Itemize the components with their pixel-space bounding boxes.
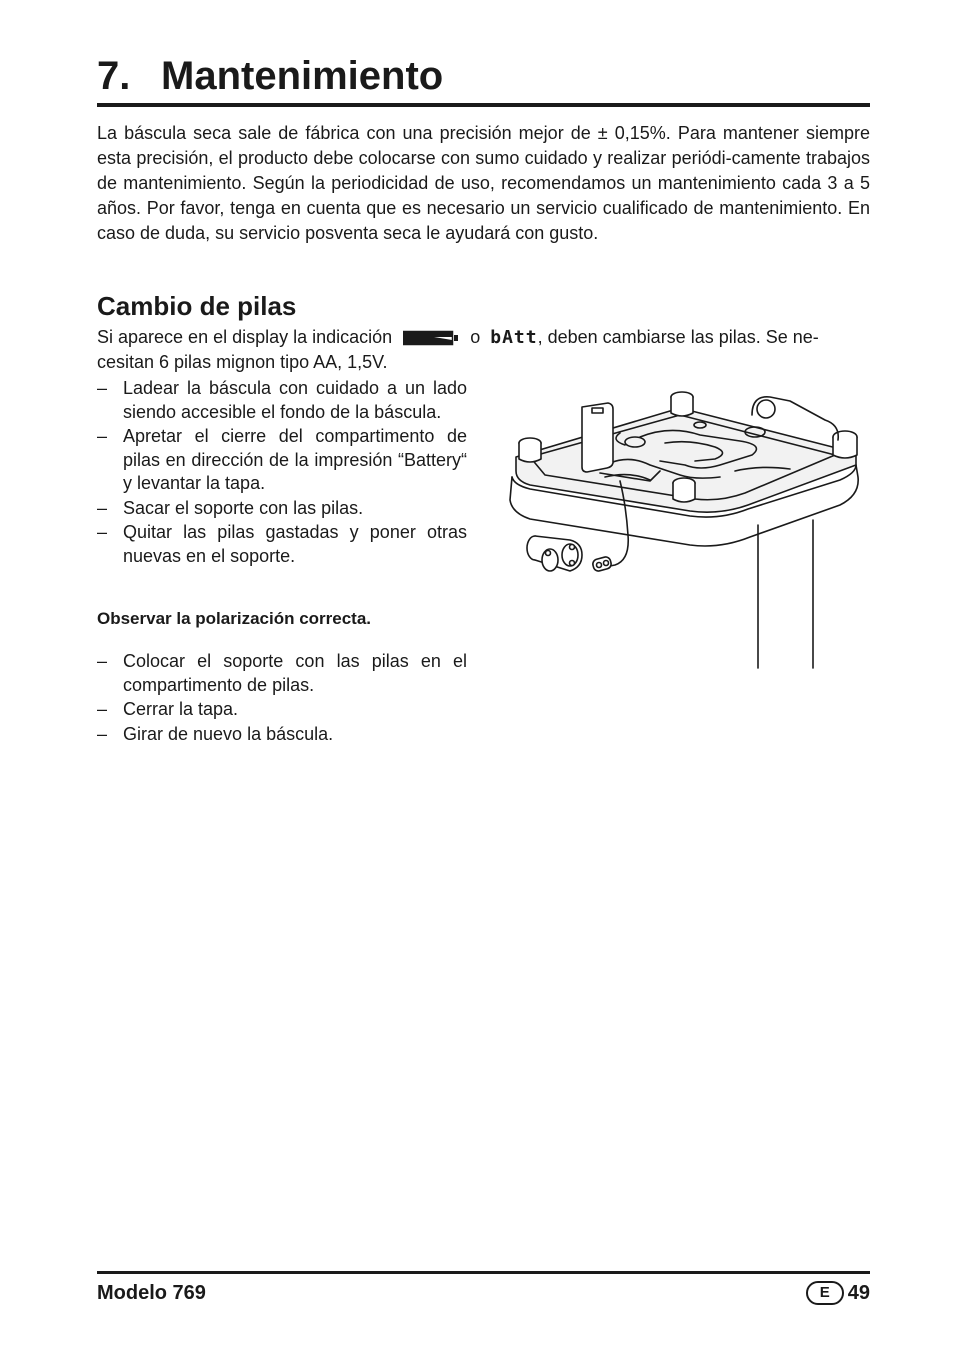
display-code: bAtt — [490, 327, 538, 348]
steps-list-2 — [97, 650, 467, 747]
language-badge: E — [806, 1281, 844, 1305]
subsection-title: Cambio de pilas — [97, 291, 297, 321]
list-item: – Girar de nuevo la báscula. — [97, 723, 334, 744]
footer-divider — [97, 1271, 870, 1274]
page-number: 49 — [847, 1282, 870, 1304]
battery-indicator-paragraph — [97, 325, 870, 375]
list-item: – Apretar el cierre del compartimento de pilas en dirección de la impresión “Battery“ y levantar la tapa. — [97, 426, 467, 493]
list-item: – Cerrar la tapa. — [97, 699, 239, 719]
display-line2: cesitan 6 pilas mignon tipo AA, 1,5V. — [97, 352, 388, 372]
scale-battery-illustration — [490, 385, 870, 675]
intro-paragraph: La báscula seca sale de fábrica con una precisión mejor de ± 0,15%. Para mantener siempre esta precisión, el producto debe colocarse con sumo cuidado y realizar periódi-camente trabajos de mantenimiento. Según la periodicidad de uso, recomendamos un mantenimiento cada 3 a 5 años. Por favor, tenga en cuenta que es necesario un servicio cualificado de mantenimiento. En caso de duda, su servicio posventa seca le ayudará con gusto. — [97, 123, 870, 243]
steps-list-1 — [97, 377, 467, 569]
display-prefix: Si aparece en el display la indicación — [97, 327, 393, 347]
section-title: Mantenimiento — [161, 54, 444, 98]
list-item: – Sacar el soporte con las pilas. — [97, 497, 364, 518]
title-divider — [97, 103, 870, 107]
list-item: – Ladear la báscula con cuidado a un lado siendo accesible el fondo de la báscula. — [97, 378, 467, 422]
list-item: – Quitar las pilas gastadas y poner otras nuevas en el soporte. — [97, 522, 467, 566]
polarity-note: Observar la polarización correcta. — [97, 609, 372, 628]
footer-model: Modelo 769 — [97, 1282, 206, 1304]
battery-low-icon — [403, 330, 459, 346]
display-or: o — [470, 327, 481, 347]
section-number: 7. — [97, 54, 131, 98]
footer-page-info — [806, 1280, 870, 1306]
page-title — [97, 52, 870, 100]
display-suffix: , deben cambiarse las pilas. Se ne- — [537, 327, 819, 347]
list-item: – Colocar el soporte con las pilas en el compartimento de pilas. — [97, 651, 467, 695]
